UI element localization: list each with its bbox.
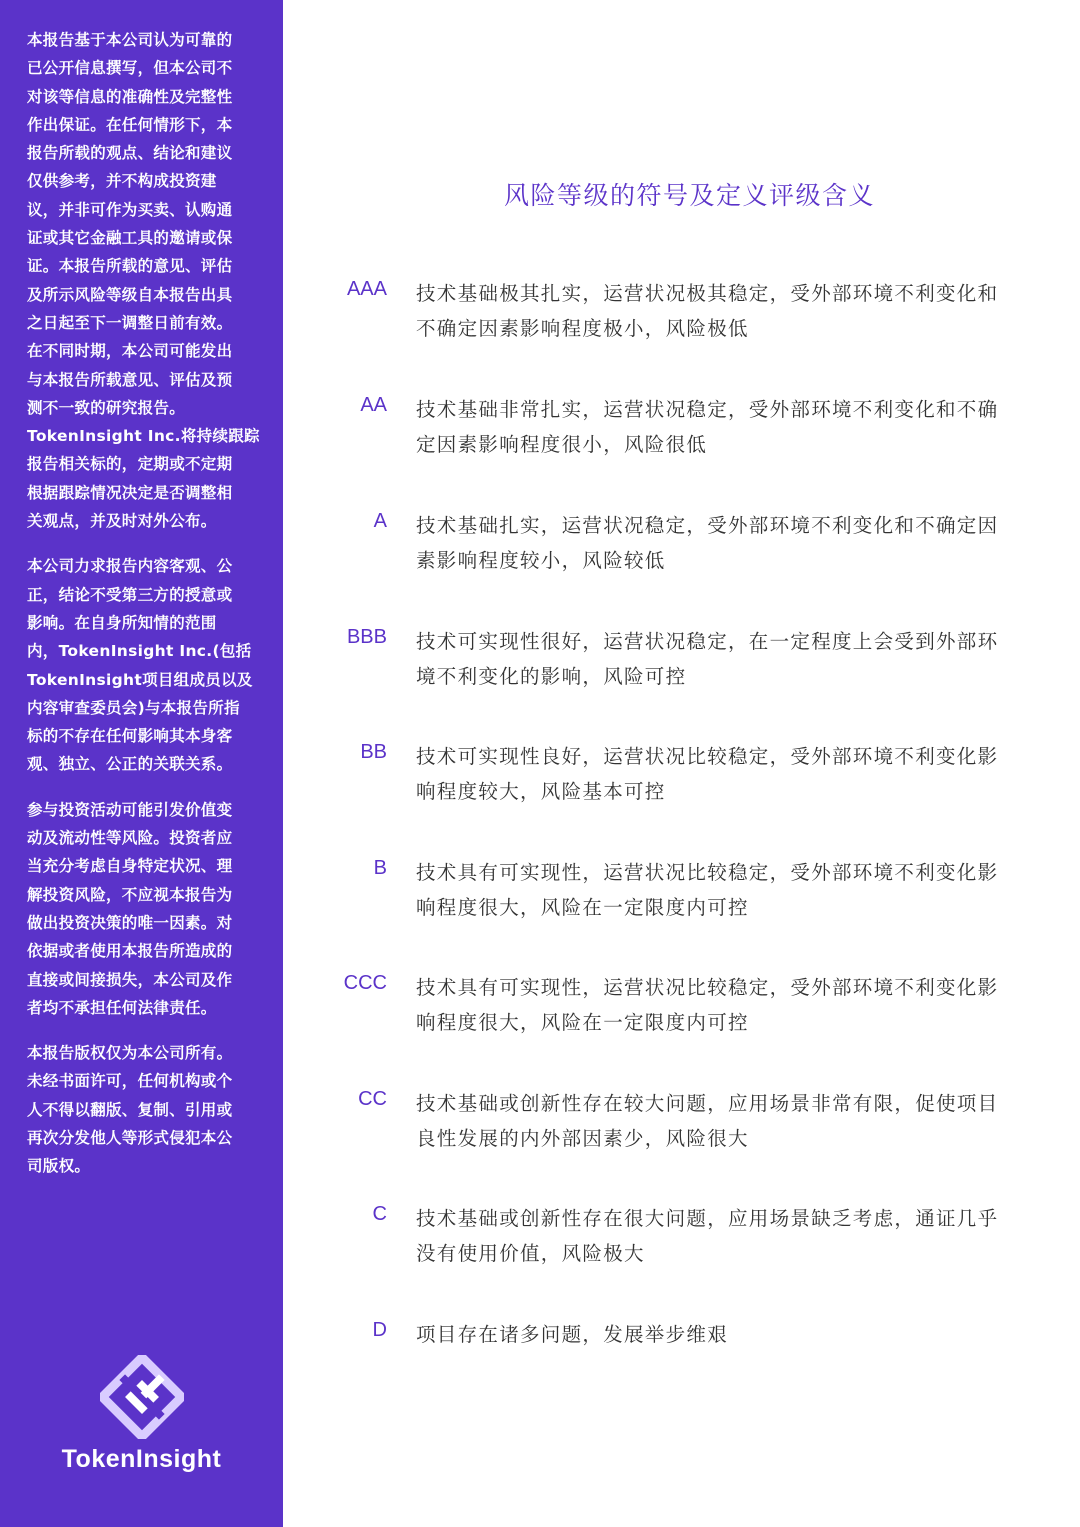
disclaimer-line: 在不同时期，本公司可能发出: [27, 342, 233, 361]
rating-description: [416, 624, 1022, 694]
rating-description: [416, 1317, 1022, 1352]
disclaimer-line: 参与投资活动可能引发价值变: [27, 800, 233, 819]
rating-row: [330, 276, 1040, 356]
rating-code: BBB: [346, 626, 387, 648]
disclaimer-line: 人不得以翻版、复制、引用或: [27, 1100, 233, 1119]
brand-name: TokenInsight: [61, 1445, 222, 1473]
disclaimer-sidebar: [0, 0, 283, 1527]
rating-description-line: 良性发展的内外部因素少，风险很大: [416, 1127, 749, 1150]
disclaimer-line: 证。本报告所载的意见、评估: [27, 257, 233, 276]
rating-description-line: 境不利变化的影响，风险可控: [416, 665, 687, 688]
rating-row: [330, 1086, 1040, 1166]
brand-logo: [0, 1355, 283, 1474]
disclaimer-line: 已公开信息撰写，但本公司不: [27, 59, 233, 78]
rating-description-line: 响程度较大，风险基本可控: [416, 780, 666, 803]
rating-description-line: 素影响程度较小，风险较低: [416, 549, 666, 572]
rating-description-line: 技术可实现性良好，运营状况比较稳定，受外部环境不利变化影: [416, 745, 999, 768]
rating-code: BB: [360, 741, 387, 763]
rating-description-line: 不确定因素影响程度极小，风险极低: [416, 317, 749, 340]
disclaimer-line: 及所示风险等级自本报告出具: [27, 285, 233, 304]
rating-row: [330, 624, 1040, 704]
rating-description-line: 技术基础极其扎实，运营状况极其稳定，受外部环境不利变化和: [416, 282, 999, 305]
disclaimer-line: 解投资风险，不应视本报告为: [27, 885, 233, 904]
rating-description: [416, 392, 1022, 462]
rating-description: [416, 508, 1022, 578]
rating-description-line: 没有使用价值，风险极大: [416, 1242, 645, 1265]
rating-code: AAA: [346, 278, 387, 300]
rating-row: [330, 739, 1040, 819]
disclaimer-text: [27, 26, 261, 1181]
rating-description-line: 响程度很大，风险在一定限度内可控: [416, 896, 749, 919]
disclaimer-line: 与本报告所载意见、评估及预: [27, 370, 233, 389]
rating-description: [416, 739, 1022, 809]
rating-row: [330, 1201, 1040, 1281]
rating-description: [416, 970, 1022, 1040]
rating-code: B: [373, 857, 387, 879]
disclaimer-line: 证或其它金融工具的邀请或保: [27, 229, 233, 248]
disclaimer-line: 标的不存在任何影响其本身客: [27, 727, 233, 746]
rating-description-line: 技术基础或创新性存在很大问题，应用场景缺乏考虑，通证几乎: [416, 1207, 999, 1230]
disclaimer-line: 对该等信息的准确性及完整性: [27, 87, 233, 106]
rating-description-line: 技术具有可实现性，运营状况比较稳定，受外部环境不利变化影: [416, 861, 999, 884]
disclaimer-line: 关观点，并及时对外公布。: [27, 512, 217, 531]
disclaimer-line: 内，TokenInsight Inc.(包括: [27, 642, 252, 661]
rating-description: [416, 855, 1022, 925]
disclaimer-line: 影响。在自身所知情的范围: [27, 613, 217, 632]
disclaimer-line: 测不一致的研究报告。: [27, 398, 186, 417]
disclaimer-line: 司版权。: [27, 1157, 91, 1176]
disclaimer-paragraph: [27, 1039, 261, 1180]
disclaimer-line: 做出投资决策的唯一因素。对: [27, 913, 233, 932]
disclaimer-line: 再次分发他人等形式侵犯本公: [27, 1128, 233, 1147]
disclaimer-line: 根据跟踪情况决定是否调整相: [27, 483, 233, 502]
rating-row: [330, 508, 1040, 588]
rating-description-line: 技术基础或创新性存在较大问题，应用场景非常有限，促使项目: [416, 1092, 999, 1115]
disclaimer-line: 仅供参考，并不构成投资建: [27, 172, 217, 191]
rating-description: [416, 1086, 1022, 1156]
disclaimer-line: 内容审查委员会)与本报告所指: [27, 698, 240, 717]
rating-description-line: 技术基础扎实，运营状况稳定，受外部环境不利变化和不确定因: [416, 514, 999, 537]
rating-description-line: 定因素影响程度很小，风险很低: [416, 433, 708, 456]
rating-description-line: 技术可实现性很好，运营状况稳定，在一定程度上会受到外部环: [416, 630, 999, 653]
disclaimer-line: 作出保证。在任何情形下，本: [27, 115, 233, 134]
disclaimer-line: 本公司力求报告内容客观、公: [27, 557, 233, 576]
rating-code: A: [373, 510, 387, 532]
disclaimer-line: TokenInsight项目组成员以及: [27, 670, 253, 689]
rating-description-line: 技术具有可实现性，运营状况比较稳定，受外部环境不利变化影: [416, 976, 999, 999]
rating-row: [330, 392, 1040, 472]
tokeninsight-logo-icon: [100, 1355, 184, 1439]
rating-code: C: [372, 1203, 387, 1225]
disclaimer-line: 之日起至下一调整日前有效。: [27, 313, 233, 332]
rating-code: D: [372, 1319, 387, 1341]
rating-description: [416, 276, 1022, 346]
rating-description: [416, 1201, 1022, 1271]
rating-description-line: 响程度很大，风险在一定限度内可控: [416, 1011, 749, 1034]
disclaimer-line: 直接或间接损失，本公司及作: [27, 970, 233, 989]
disclaimer-line: 者均不承担任何法律责任。: [27, 998, 217, 1017]
disclaimer-line: TokenInsight Inc.将持续跟踪: [27, 427, 260, 446]
disclaimer-line: 未经书面许可，任何机构或个: [27, 1072, 233, 1091]
disclaimer-line: 报告相关标的，定期或不定期: [27, 455, 233, 474]
page-title: 风险等级的符号及定义评级含义: [503, 181, 875, 210]
disclaimer-line: 报告所载的观点、结论和建议: [27, 144, 233, 163]
disclaimer-paragraph: [27, 796, 261, 1022]
disclaimer-line: 本报告版权仅为本公司所有。: [27, 1044, 233, 1063]
rating-code: CCC: [343, 972, 387, 994]
rating-row: [330, 855, 1040, 935]
disclaimer-line: 观、独立、公正的关联关系。: [27, 755, 233, 774]
rating-code: AA: [360, 394, 387, 416]
disclaimer-line: 本报告基于本公司认为可靠的: [27, 31, 233, 49]
rating-description-line: 项目存在诸多问题，发展举步维艰: [416, 1323, 729, 1346]
rating-row: [330, 1317, 1040, 1397]
rating-row: [330, 970, 1040, 1050]
disclaimer-paragraph: [27, 26, 261, 535]
disclaimer-line: 依据或者使用本报告所造成的: [27, 942, 233, 961]
disclaimer-line: 议，并非可作为买卖、认购通: [27, 200, 233, 219]
rating-description-line: 技术基础非常扎实，运营状况稳定，受外部环境不利变化和不确: [416, 398, 999, 421]
disclaimer-line: 正，结论不受第三方的授意或: [27, 585, 233, 604]
disclaimer-line: 当充分考虑自身特定状况、理: [27, 857, 233, 876]
rating-code: CC: [358, 1088, 387, 1110]
disclaimer-line: 动及流动性等风险。投资者应: [27, 829, 233, 848]
disclaimer-paragraph: [27, 552, 261, 778]
